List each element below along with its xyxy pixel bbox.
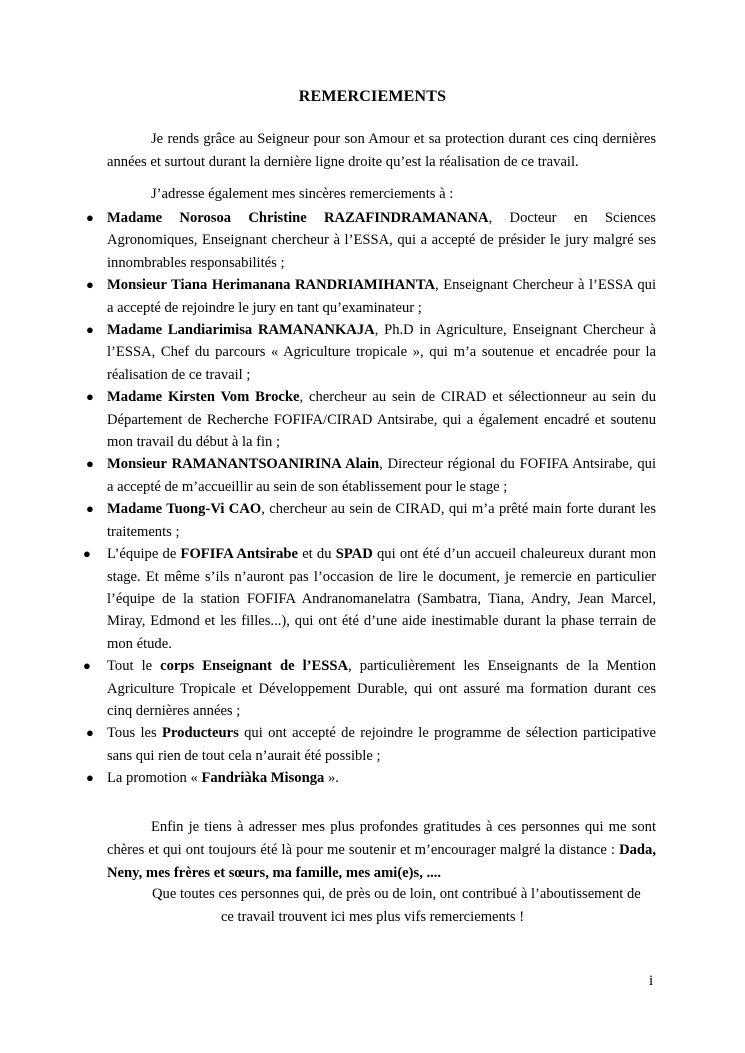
list-item: ● Monsieur Tiana Herimanana RANDRIAMIHANTA, Enseignant Chercheur à l’ESSA qui a accepté de rejoindre le jury en tant qu’examinateur ; <box>107 274 656 319</box>
intro-paragraph: Je rends grâce au Seigneur pour son Amour et sa protection durant ces cinq dernières années et surtout durant la dernière ligne droite qu’est la réalisation de ce travail. <box>107 131 656 171</box>
closing-paragraph: Enfin je tiens à adresser mes plus profondes gratitudes à ces personnes qui me sont chères et qui ont toujours été là pour me soutenir et m’encourager malgré la distance : Dada, Neny, mes frères et sœurs, ma famille, mes ami(e)s, .... <box>107 819 656 882</box>
page-title: REMERCIEMENTS <box>298 88 447 105</box>
lead-paragraph: J’adresse également mes sincères remerciements à : <box>151 186 454 202</box>
list-item: ● Madame Kirsten Vom Brocke, chercheur au sein de CIRAD et sélectionneur au sein du Département de Recherche FOFIFA/CIRAD Antsirabe, qui a également encadré et soutenu mon travail du début à la fin ; <box>107 386 656 453</box>
bullet-icon: ● <box>83 546 91 562</box>
final-line-1: Que toutes ces personnes qui, de près ou de loin, ont contribué à l’aboutissement de <box>152 886 641 902</box>
bullet-icon: ● <box>86 277 94 293</box>
list-item: ● Madame Norosoa Christine RAZAFINDRAMANANA, Docteur en Sciences Agronomiques, Enseignant chercheur à l’ESSA, qui a accepté de présider le jury malgré ses innombrables responsabilités ; <box>107 207 656 274</box>
bullet-icon: ● <box>86 322 94 338</box>
list-item: ● Madame Landiarimisa RAMANANKAJA, Ph.D in Agriculture, Enseignant Chercheur à l’ESSA, Chef du parcours « Agriculture tropicale », qui m’a soutenue et encadrée pour la réalisation de ce travail ; <box>107 319 656 386</box>
bullet-icon: ● <box>86 210 94 225</box>
bullet-icon: ● <box>86 770 94 786</box>
list-item: ● L’équipe de FOFIFA Antsirabe et du SPAD qui ont été d’un accueil chaleureux durant mon stage. Et même s’ils n’auront pas l’occasion de lire le document, je remercie en particulier l’équipe de la station FOFIFA Andranomanelatra (Sambatra, Tiana, Andry, Jean Marcel, Miray, Edmond et les filles...), qui ont été d’une aide inestimable durant la phase terrain de mon étude. <box>107 543 656 655</box>
list-item: ● Tous les Producteurs qui ont accepté de rejoindre le programme de sélection participative sans qui rien de tout cela n’aurait été possible ; <box>107 722 656 767</box>
bullet-icon: ● <box>83 658 91 674</box>
list-item: ● Madame Tuong-Vi CAO, chercheur au sein de CIRAD, qui m’a prêté main forte durant les traitements ; <box>107 498 656 543</box>
bullet-icon: ● <box>86 389 94 405</box>
bullet-icon: ● <box>86 456 94 472</box>
page-number: i <box>649 973 654 989</box>
bullet-icon: ● <box>86 725 94 741</box>
bullet-icon: ● <box>86 501 94 517</box>
list-item: ● La promotion « Fandriàka Misonga ». <box>107 767 656 789</box>
list-item: ● Monsieur RAMANANTSOANIRINA Alain, Directeur régional du FOFIFA Antsirabe, qui a accepté de m’accueillir au sein de son établissement pour le stage ; <box>107 453 656 498</box>
final-line-2: ce travail trouvent ici mes plus vifs remerciements ! <box>220 909 525 925</box>
list-item: ● Tout le corps Enseignant de l’ESSA, particulièrement les Enseignants de la Mention Agriculture Tropicale et Développement Durable, qui ont assuré ma formation durant ces cinq dernières années ; <box>107 655 656 722</box>
acknowledgement-list <box>83 207 657 790</box>
